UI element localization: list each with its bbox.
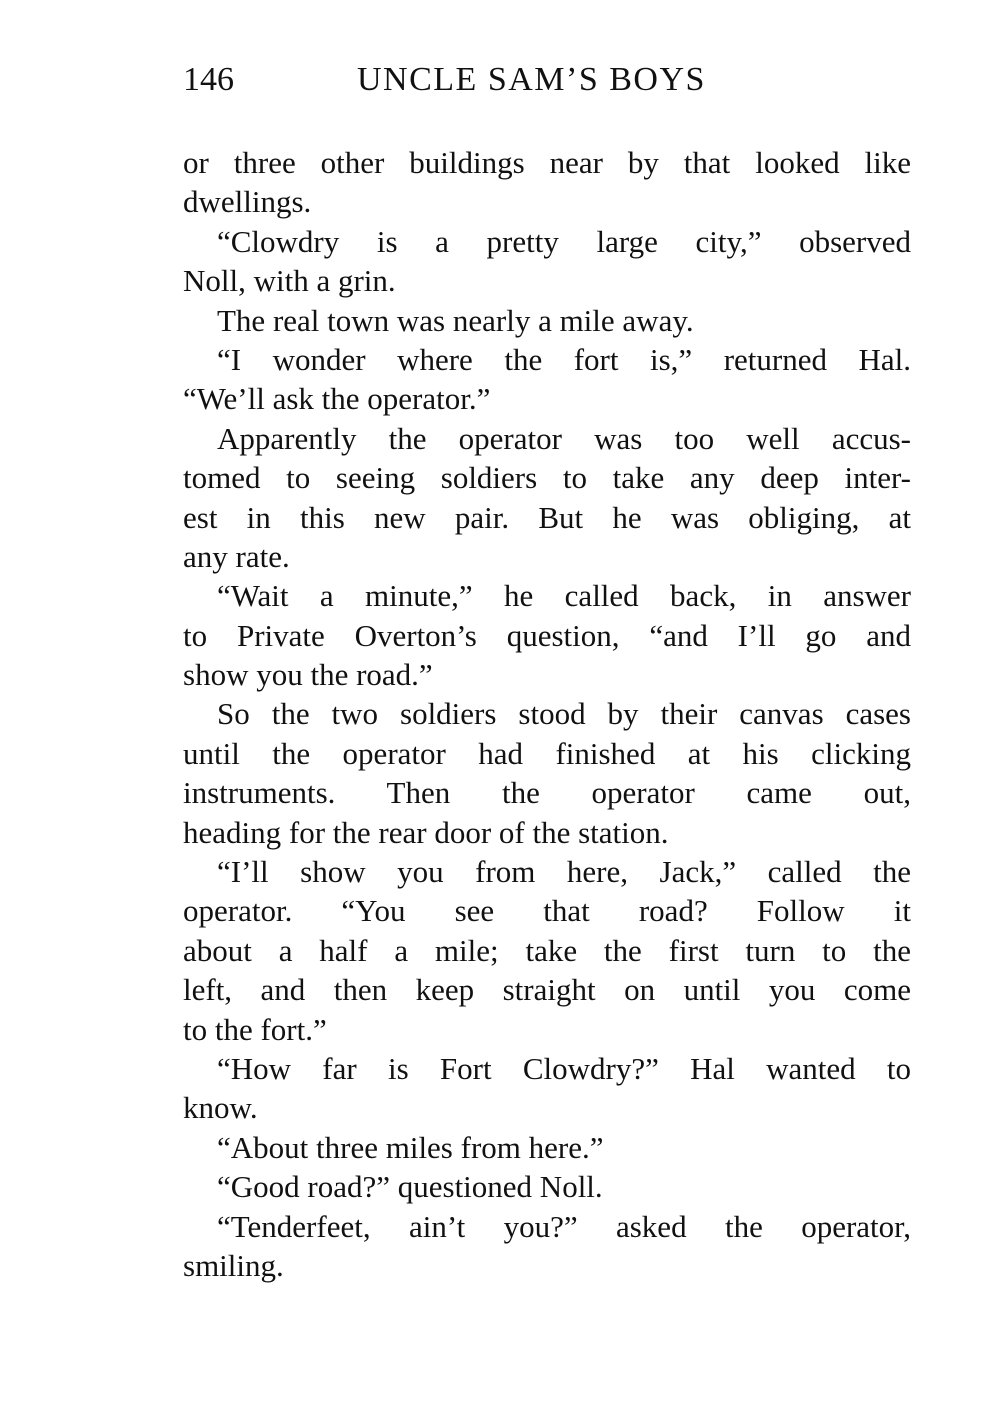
text-line: So the two soldiers stood by their canvas cases xyxy=(217,696,911,732)
text-line: or three other buildings near by that looked like xyxy=(183,145,911,180)
text-line: “How far is Fort Clowdry?” Hal wanted to xyxy=(217,1050,911,1086)
text-line: instruments. Then the operator came out, xyxy=(183,775,911,811)
text-line: “Wait a minute,” he called back, in answer xyxy=(217,578,911,614)
body-text xyxy=(183,143,911,1285)
text-line: to the fort.” xyxy=(183,1011,327,1047)
text-line: “Clowdry is a pretty large city,” observed xyxy=(217,223,911,259)
text-line: smiling. xyxy=(183,1247,284,1283)
text-line: show you the road.” xyxy=(183,657,433,693)
text-line: “Good road?” questioned Noll. xyxy=(217,1169,603,1205)
text-line: “Tenderfeet, ain’t you?” asked the operator, xyxy=(217,1208,911,1244)
text-line: “About three miles from here.” xyxy=(217,1129,604,1165)
page-number: 146 xyxy=(183,61,234,98)
text-line: about a half a mile; take the first turn to the xyxy=(183,932,911,968)
text-line: The real town was nearly a mile away. xyxy=(217,302,694,338)
text-line: any rate. xyxy=(183,538,290,574)
text-line: until the operator had finished at his clicking xyxy=(183,735,911,771)
text-line: “I wonder where the fort is,” returned Hal. xyxy=(217,341,911,377)
text-line: “We’ll ask the operator.” xyxy=(183,381,491,417)
text-line: know. xyxy=(183,1090,258,1126)
text-line: heading for the rear door of the station. xyxy=(183,814,669,850)
text-line: tomed to seeing soldiers to take any deep inter- xyxy=(183,460,911,496)
text-line: Noll, with a grin. xyxy=(183,263,396,299)
running-head xyxy=(183,58,763,102)
text-line: dwellings. xyxy=(183,184,312,220)
text-line: to Private Overton’s question, “and I’ll go and xyxy=(183,617,911,653)
running-title: UNCLE SAM’S BOYS xyxy=(357,61,706,98)
text-line: operator. “You see that road? Follow it xyxy=(183,893,911,929)
text-line: left, and then keep straight on until you come xyxy=(183,972,911,1008)
text-line: Apparently the operator was too well accus- xyxy=(217,420,911,456)
text-line: “I’ll show you from here, Jack,” called the xyxy=(217,854,911,890)
text-line: est in this new pair. But he was obliging, at xyxy=(183,499,911,535)
